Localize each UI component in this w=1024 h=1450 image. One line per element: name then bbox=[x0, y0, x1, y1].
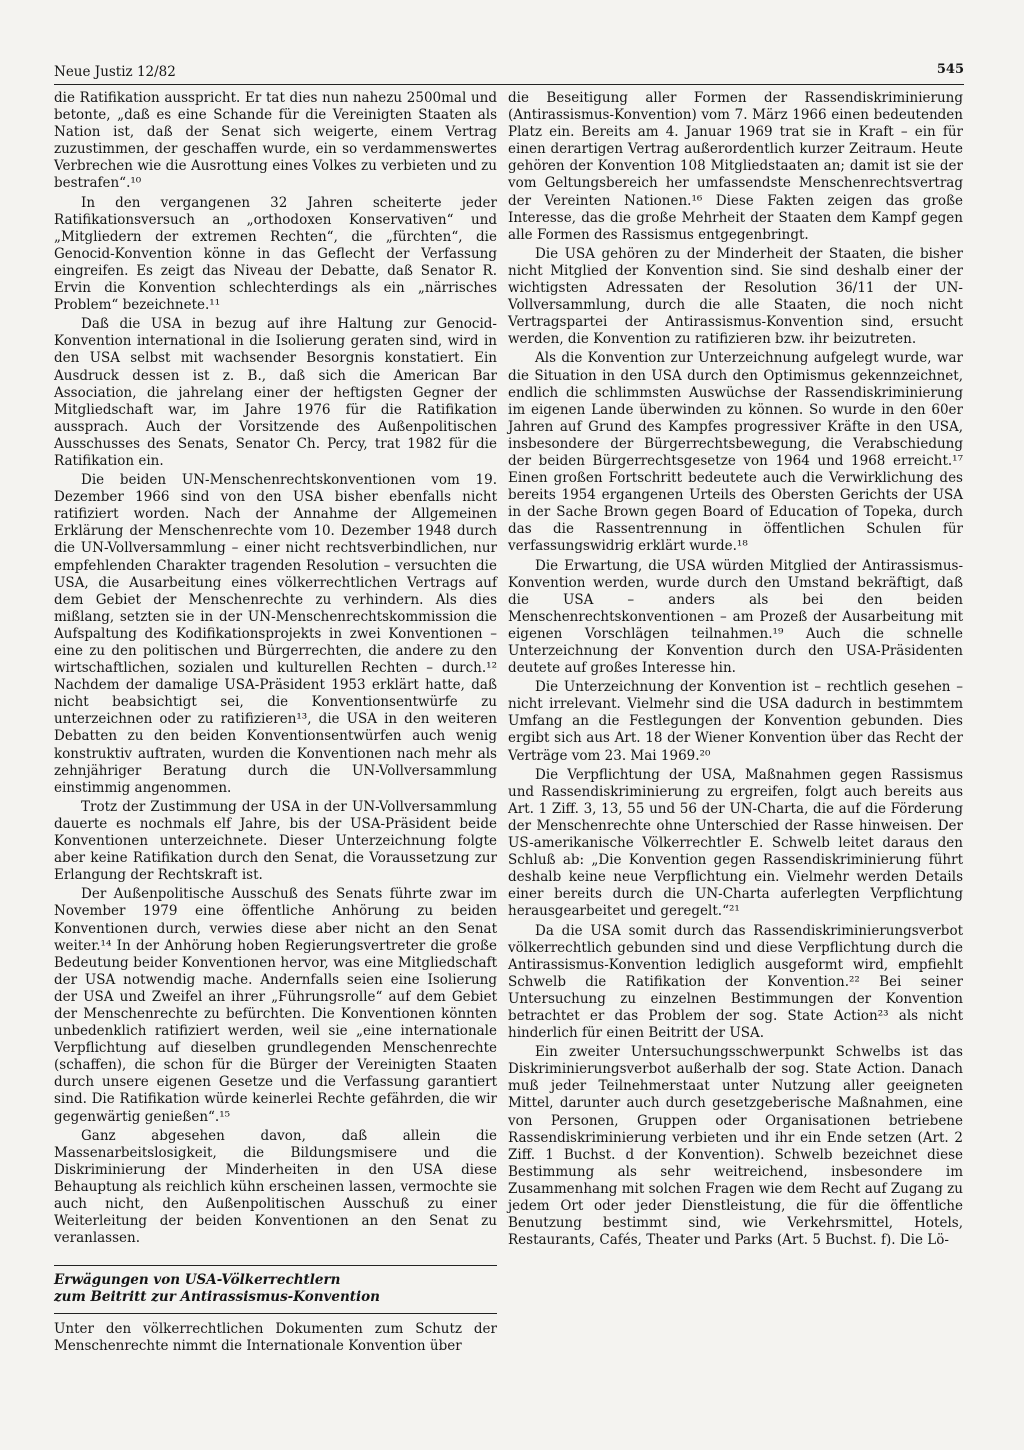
paragraph: Da die USA somit durch das Rassendiskriminierungsverbot völkerrechtlich gebunden sind und diese Verpflichtung durch die Antirassismus-Konvention lediglich ausgeformt wird, empfiehlt Schwelb die Ratifikation der Konvention.²² Bei seiner Untersuchung zu einzelnen Bestimmungen der Konvention betrachtet er das Problem der sog. State Action²³ als nicht hinderlich für einen Beitritt der USA. bbox=[508, 922, 963, 1042]
paragraph: die Beseitigung aller Formen der Rassendiskriminierung (Antirassismus-Konvention) vom 7. März 1966 einen bedeutenden Platz ein. Bereits am 4. Januar 1969 trat sie in Kraft – ein für einen derartigen Vertrag außerordentlich kurzer Zeitraum. Heute gehören der Konvention 108 Mitgliedstaaten an; damit ist sie der vom Geltungsbereich her umfassendste Menschenrechtsvertrag der Vereinten Nationen.¹⁶ Diese Fakten zeigen das große Interesse, das die große Mehrheit der Staaten dem Kampf gegen alle Formen des Rassismus entgegenbringt. bbox=[508, 90, 963, 243]
paragraph: Ganz abgesehen davon, daß allein die Massenarbeitslosigkeit, die Bildungsmisere und die Diskriminierung der Minderheiten in den USA diese Behauptung als reichlich kühn erscheinen lassen, vermochte sie auch nicht, den Außenpolitischen Ausschuß zu einer Weiterleitung der beiden Konventionen an den Senat zu veranlassen. bbox=[54, 1127, 497, 1247]
paragraph: Unter den völkerrechtlichen Dokumenten zum Schutz der Menschenrechte nimmt die Internationale Konvention über bbox=[54, 1321, 497, 1355]
paragraph: Der Außenpolitische Ausschuß des Senats führte zwar im November 1979 eine öffentliche Anhörung zu beiden Konventionen durch, verwies diese aber nicht an den Senat weiter.¹⁴ In der Anhörung hoben Regierungsvertreter die große Bedeutung beider Konventionen hervor, was eine Mitgliedschaft der USA notwendig mache. Andernfalls seien eine Isolierung der USA und Zweifel an ihrer „Führungsrolle“ auf dem Gebiet der Menschenrechte zu befürchten. Die Konventionen könnten unbedenklich ratifiziert werden, weil sie „eine internationale Verpflichtung auf dieselben grundlegenden Menschenrechte (schaffen), die schon für die Bürger der Vereinigten Staaten durch unsere eigenen Gesetze und die Verfassung garantiert sind. Die Ratifikation würde keinerlei Rechte gefährden, die wir gegenwärtig genießen“.¹⁵ bbox=[54, 886, 497, 1125]
section-heading-line: Erwägungen von USA-Völkerrechtlern bbox=[54, 1272, 341, 1289]
paragraph: Daß die USA in bezug auf ihre Haltung zur Genocid-Konvention international in die Isolierung geraten sind, wird in den USA selbst mit wachsender Besorgnis konstatiert. Ein Ausdruck dessen ist z. B., daß sich die American Bar Association, die jahrelang einer der heftigsten Gegner der Mitgliedschaft war, im Jahre 1976 für die Ratifikation aussprach. Auch der Vorsitzende des Außenpolitischen Ausschusses des Senats, Senator Ch. Percy, trat 1982 für die Ratifikation ein. bbox=[54, 316, 497, 469]
section-heading bbox=[54, 1265, 497, 1314]
journal-title: Neue Justiz 12/82 bbox=[54, 64, 176, 80]
paragraph: Die Erwartung, die USA würden Mitglied der Antirassismus-Konvention werden, wurde durch den Umstand bekräftigt, daß die USA – anders als bei den beiden Menschenrechtskonventionen – am Prozeß der Ausarbeitung mit eigenen Vorschlägen teilnahmen.¹⁹ Auch die schnelle Unterzeichnung der Konvention durch den USA-Präsidenten deutete auf großes Interesse hin. bbox=[508, 557, 963, 677]
page-number: 545 bbox=[936, 62, 964, 77]
right-column bbox=[508, 90, 963, 1251]
paragraph: die Ratifikation ausspricht. Er tat dies nun nahezu 2500mal und betonte, „daß es eine Schande für die Vereinigten Staaten als Nation ist, daß der Senat sich weigerte, einem Vertrag zuzustimmen, der geschaffen wurde, ein so verdammenswertes Verbrechen wie die Ausrottung eines Volkes zu verbieten und zu bestrafen“.¹⁰ bbox=[54, 90, 497, 192]
running-header bbox=[54, 62, 964, 85]
paragraph: In den vergangenen 32 Jahren scheiterte jeder Ratifikationsversuch an „orthodoxen Konservativen“ und „Mitgliedern der extremen Rechten“, die „fürchten“, die Genocid-Konvention könne in das Geflecht der Verfassung eingreifen. Es zeigt das Niveau der Debatte, daß Senator R. Ervin die Konvention schlechterdings als ein „närrisches Problem“ bezeichnete.¹¹ bbox=[54, 194, 497, 314]
paragraph: Als die Konvention zur Unterzeichnung aufgelegt wurde, war die Situation in den USA durch den Optimismus gekennzeichnet, endlich die schlimmsten Auswüchse der Rassendiskriminierung im eigenen Lande überwinden zu können. So wurde in den 60er Jahren auf Grund des Kampfes progressiver Kräfte in den USA, insbesondere der Bürgerrechtsbewegung, die Verabschiedung der beiden Bürgerrechtsgesetze von 1964 und 1968 erreicht.¹⁷ Einen großen Fortschritt bedeutete auch die Verwirklichung des bereits 1954 ergangenen Urteils des Obersten Gerichts der USA in der Sache Brown gegen Board of Education of Topeka, durch das die Rassentrennung in öffentlichen Schulen für verfassungswidrig erklärt wurde.¹⁸ bbox=[508, 350, 963, 555]
paragraph: Trotz der Zustimmung der USA in der UN-Vollversammlung dauerte es nochmals elf Jahre, bis der USA-Präsident beide Konventionen unterzeichnete. Dieser Unterzeichnung folgte aber keine Ratifikation durch den Senat, die Voraussetzung zur Erlangung der Rechtskraft ist. bbox=[54, 798, 497, 884]
paragraph: Die Unterzeichnung der Konvention ist – rechtlich gesehen – nicht irrelevant. Vielmehr sind die USA dadurch in bestimmtem Umfang an die Festlegungen der Konvention gebunden. Dies ergibt sich aus Art. 18 der Wiener Konvention über das Recht der Verträge vom 23. Mai 1969.²⁰ bbox=[508, 679, 963, 764]
left-column bbox=[54, 90, 497, 1357]
paragraph: Die beiden UN-Menschenrechtskonventionen vom 19. Dezember 1966 sind von den USA bisher ebenfalls nicht ratifiziert worden. Nach der Annahme der Allgemeinen Erklärung der Menschenrechte vom 10. Dezember 1948 durch die UN-Vollversammlung – einer nicht rechtsverbindlichen, nur empfehlenden Charakter tragenden Resolution – versuchten die USA, die Ausarbeitung eines völkerrechtlichen Vertrags auf dem Gebiet der Menschenrechte zu verhindern. Als dies mißlang, setzten sie in der UN-Menschenrechtskommission die Aufspaltung des Kodifikationsprojekts in zwei Konventionen – eine zu den politischen und Bürgerrechten, die andere zu den wirtschaftlichen, sozialen und kulturellen Rechten – durch.¹² Nachdem der damalige USA-Präsident 1953 erklärt hatte, daß nicht beabsichtigt sei, die Konventionsentwürfe zu unterzeichnen oder zu ratifizieren¹³, die USA in den weiteren Debatten zu den beiden Konventionsentwürfen auch wenig konstruktiv auftraten, wurden die Konventionen nach mehr als zehnjähriger Beratung durch die UN-Vollversammlung einstimmig angenommen. bbox=[54, 472, 497, 796]
paragraph: Die USA gehören zu der Minderheit der Staaten, die bisher nicht Mitglied der Konvention sind. Sie sind deshalb einer der wichtigsten Adressaten der Resolution 36/11 der UN-Vollversammlung, durch die alle Staaten, die noch nicht Vertragspartei der Antirassismus-Konvention sind, ersucht werden, die Konvention zu ratifizieren bzw. ihr beizutreten. bbox=[508, 245, 963, 348]
paragraph: Die Verpflichtung der USA, Maßnahmen gegen Rassismus und Rassendiskriminierung zu ergreifen, folgt auch bereits aus Art. 1 Ziff. 3, 13, 55 und 56 der UN-Charta, die auf die Förderung der Menschenrechte ohne Unterschied der Rasse hinweisen. Der US-amerikanische Völkerrechtler E. Schwelb leitet daraus den Schluß ab: „Die Konvention gegen Rassendiskriminierung führt deshalb keine neue Verpflichtung ein. Vielmehr werden Details einer bereits durch die UN-Charta auferlegten Verpflichtung herausgearbeitet und geregelt.“²¹ bbox=[508, 766, 963, 920]
section-heading-line: zum Beitritt zur Antirassismus-Konvention bbox=[54, 1289, 380, 1306]
paragraph: Ein zweiter Untersuchungsschwerpunkt Schwelbs ist das Diskriminierungsverbot außerhalb der sog. State Action. Danach muß jeder Teilnehmerstaat unter Nutzung aller geeigneten Mittel, darunter auch durch gesetzgeberische Maßnahmen, eine von Personen, Gruppen oder Organisationen betriebene Rassendiskriminierung verbieten und ihr ein Ende setzen (Art. 2 Ziff. 1 Buchst. d der Konvention). Schwelb bezeichnet diese Bestimmung als sehr weitreichend, insbesondere im Zusammenhang mit solchen Fragen wie dem Recht auf Zugang zu jedem Ort oder jeder Dienstleistung, die für die öffentliche Benutzung bestimmt sind, wie Verkehrsmittel, Hotels, Restaurants, Cafés, Theater und Parks (Art. 5 Buchst. f). Die Lö- bbox=[508, 1044, 963, 1249]
